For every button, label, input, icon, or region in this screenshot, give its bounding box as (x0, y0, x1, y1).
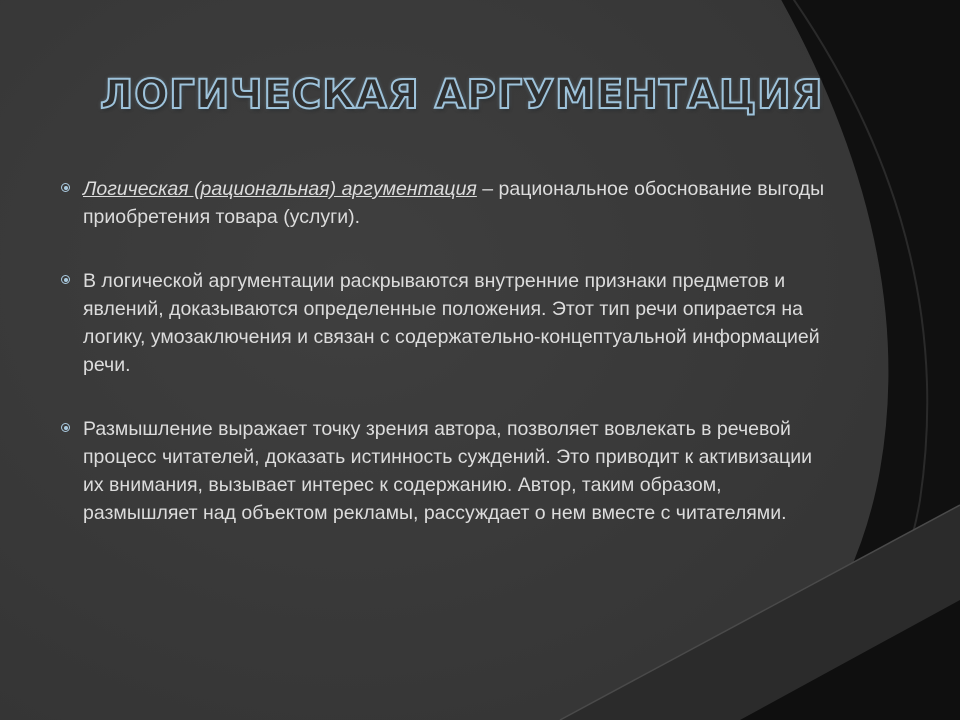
bullet-list (58, 175, 833, 563)
bullet-term: Логическая (рациональная) аргументация (83, 178, 477, 200)
slide-title: ЛОГИЧЕСКАЯ АРГУМЕНТАЦИЯ (100, 72, 824, 118)
bullet-item (58, 415, 833, 527)
bullet-item (58, 267, 833, 379)
bullet-circle-icon (61, 423, 70, 432)
bullet-circle-icon (61, 275, 70, 284)
bullet-text: – рациональное обоснование выгоды приобретения товара (услуги). (83, 178, 825, 228)
bullet-item (58, 175, 833, 231)
bullet-text: Размышление выражает точку зрения автора, позволяет вовлекать в речевой процесс читателей, доказать истинность суждений. Это приводит к активизации их внимания, вызывает интерес к содержанию. Автор, таким образом, размышляет над объектом рекламы, рассуждает о нем вместе с читателями. (83, 418, 812, 524)
bullet-text: В логической аргументации раскрываются внутренние признаки предметов и явлений, доказываются определенные положения. Этот тип речи опирается на логику, умозаключения и связан с содержательно-концептуальной информацией речи. (83, 270, 820, 376)
bullet-circle-icon (61, 183, 70, 192)
